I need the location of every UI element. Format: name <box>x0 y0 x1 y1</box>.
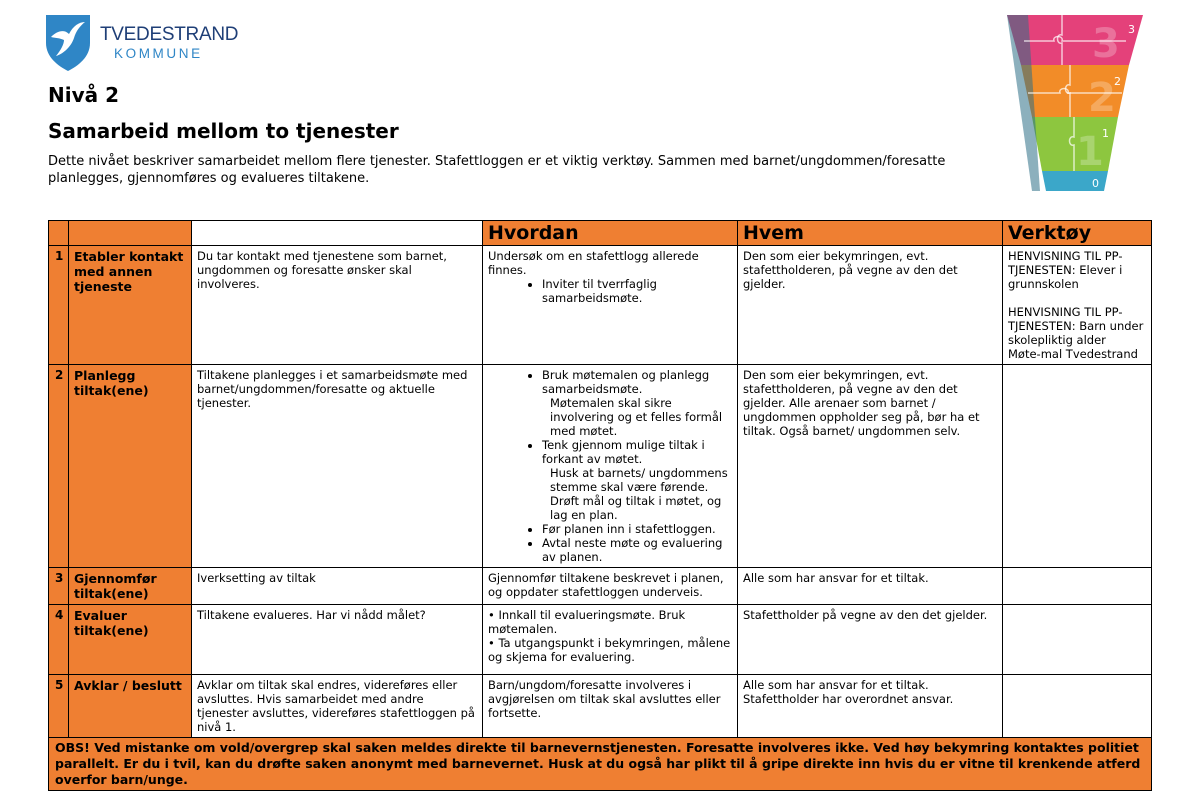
step-who: Den som eier bekymringen, evt. stafettholderen, på vegne av den det gjelder. Alle arenaer som barnet / ungdommen oppholder seg på, bør ha et tiltak. Også barnet/ ungdommen selv. <box>738 365 1003 568</box>
step-name: Evaluer tiltak(ene) <box>69 605 192 675</box>
step-tools <box>1003 605 1152 675</box>
table-row <box>49 365 1152 568</box>
table-row <box>49 568 1152 605</box>
how-subtext: Møtemalen skal sikre involvering og et felles formål med møtet. <box>550 396 723 438</box>
obs-warning: OBS! Ved mistanke om vold/overgrep skal saken meldes direkte til barnevernstjenesten. Foresatte involveres ikke. Ved høy bekymring kontaktes politiet parallelt. Er du i tvil, kan du drøfte saken anonymt med barnevernet. Husk at du også har plikt til å gripe direkte inn hvis du er vitne til krenkende atferd overfor barn/unge. <box>49 738 1152 791</box>
logo-subtitle: KOMMUNE <box>114 46 203 61</box>
how-bullet: • Avtal neste møte og evaluering av planen. <box>542 536 732 564</box>
svg-text:1: 1 <box>1076 129 1104 175</box>
step-name: Avklar / beslutt <box>69 675 192 738</box>
step-how <box>483 365 738 568</box>
shield-swallow-icon <box>44 13 92 73</box>
tool-link[interactable]: HENVISNING TIL PP-TJENESTEN: Elever i grunnskolen <box>1008 249 1123 291</box>
how-text: Undersøk om en stafettlogg allerede finnes. <box>488 249 699 277</box>
puzzle-level-2: 2 <box>1114 75 1121 88</box>
how-line: og skjema for evaluering. <box>488 650 635 664</box>
step-how: Gjennomfør tiltakene beskrevet i planen, og oppdater stafettloggen underveis. <box>483 568 738 605</box>
how-line: • Ta utgangspunkt i bekymringen, målene <box>488 636 731 650</box>
step-how <box>483 246 738 365</box>
step-tools <box>1003 568 1152 605</box>
step-description: Du tar kontakt med tjenestene som barnet, ungdommen og foresatte ønsker skal involveres. <box>192 246 483 365</box>
tool-link[interactable]: HENVISNING TIL PP-TJENESTEN: Barn under skolepliktig alder <box>1008 305 1144 347</box>
puzzle-level-3: 3 <box>1128 23 1135 36</box>
header-blank <box>49 221 69 246</box>
step-how <box>483 605 738 675</box>
step-tools <box>1003 675 1152 738</box>
step-number: 3 <box>49 568 69 605</box>
logo-name: TVEDESTRAND <box>100 24 239 45</box>
puzzle-funnel-graphic <box>1004 13 1146 193</box>
tool-link[interactable]: Møte-mal Tvedestrand <box>1008 347 1138 361</box>
who-line: Stafettholder har overordnet ansvar. <box>743 692 954 706</box>
step-tools <box>1003 365 1152 568</box>
step-name: Etabler kontakt med annen tjeneste <box>69 246 192 365</box>
step-number: 1 <box>49 246 69 365</box>
step-description: Tiltakene evalueres. Har vi nådd målet? <box>192 605 483 675</box>
header-blank <box>69 221 192 246</box>
step-number: 4 <box>49 605 69 675</box>
tvedestrand-logo <box>44 13 244 75</box>
step-description: Iverksetting av tiltak <box>192 568 483 605</box>
how-bullet: • Inviter til tverrfaglig samarbeidsmøte. <box>542 277 732 305</box>
how-subtext: Husk at barnets/ ungdommens stemme skal være førende. Drøft mål og tiltak i møtet, og lag en plan. <box>550 466 728 522</box>
header-hvordan: Hvordan <box>483 221 738 246</box>
step-name: Planlegg tiltak(ene) <box>69 365 192 568</box>
level-heading: Nivå 2 <box>48 83 120 107</box>
table-row <box>49 675 1152 738</box>
table-row <box>49 605 1152 675</box>
step-who <box>738 675 1003 738</box>
header-verktoy: Verktøy <box>1003 221 1152 246</box>
header-blank <box>192 221 483 246</box>
step-who: Den som eier bekymringen, evt. stafettholderen, på vegne av den det gjelder. <box>738 246 1003 365</box>
table-row <box>49 246 1152 365</box>
svg-text:2: 2 <box>1088 75 1116 121</box>
puzzle-level-0: 0 <box>1092 177 1099 190</box>
svg-text:3: 3 <box>1092 21 1120 67</box>
obs-row <box>49 738 1152 791</box>
header-hvem: Hvem <box>738 221 1003 246</box>
step-description: Tiltakene planlegges i et samarbeidsmøte med barnet/ungdommen/foresatte og aktuelle tjenester. <box>192 365 483 568</box>
step-description: Avklar om tiltak skal endres, videreføres eller avsluttes. Hvis samarbeidet med andre tjenester avsluttes, videreføres stafettloggen på nivå 1. <box>192 675 483 738</box>
step-how: Barn/ungdom/foresatte involveres i avgjørelsen om tiltak skal avsluttes eller fortsette. <box>483 675 738 738</box>
who-line: Alle som har ansvar for et tiltak. <box>743 678 929 692</box>
how-bullet: • Bruk møtemalen og planlegg samarbeidsmøte. <box>542 368 732 396</box>
table-header-row <box>49 221 1152 246</box>
how-bullet: • Før planen inn i stafettloggen. <box>542 522 732 536</box>
intro-text: Dette nivået beskriver samarbeidet mellom flere tjenester. Stafettloggen er et viktig verktøy. Sammen med barnet/ungdommen/foresatte planlegges, gjennomføres og evalueres tiltakene. <box>48 154 946 186</box>
page-title: Samarbeid mellom to tjenester <box>48 119 399 143</box>
step-tools <box>1003 246 1152 365</box>
how-bullet: • Tenk gjennom mulige tiltak i forkant av møtet. <box>542 438 732 466</box>
puzzle-level-1: 1 <box>1102 127 1109 140</box>
step-name: Gjennomfør tiltak(ene) <box>69 568 192 605</box>
step-who: Stafettholder på vegne av den det gjelder. <box>738 605 1003 675</box>
process-table <box>48 220 1152 791</box>
how-line: • Innkall til evalueringsmøte. Bruk møtemalen. <box>488 608 686 636</box>
step-who: Alle som har ansvar for et tiltak. <box>738 568 1003 605</box>
step-number: 2 <box>49 365 69 568</box>
step-number: 5 <box>49 675 69 738</box>
